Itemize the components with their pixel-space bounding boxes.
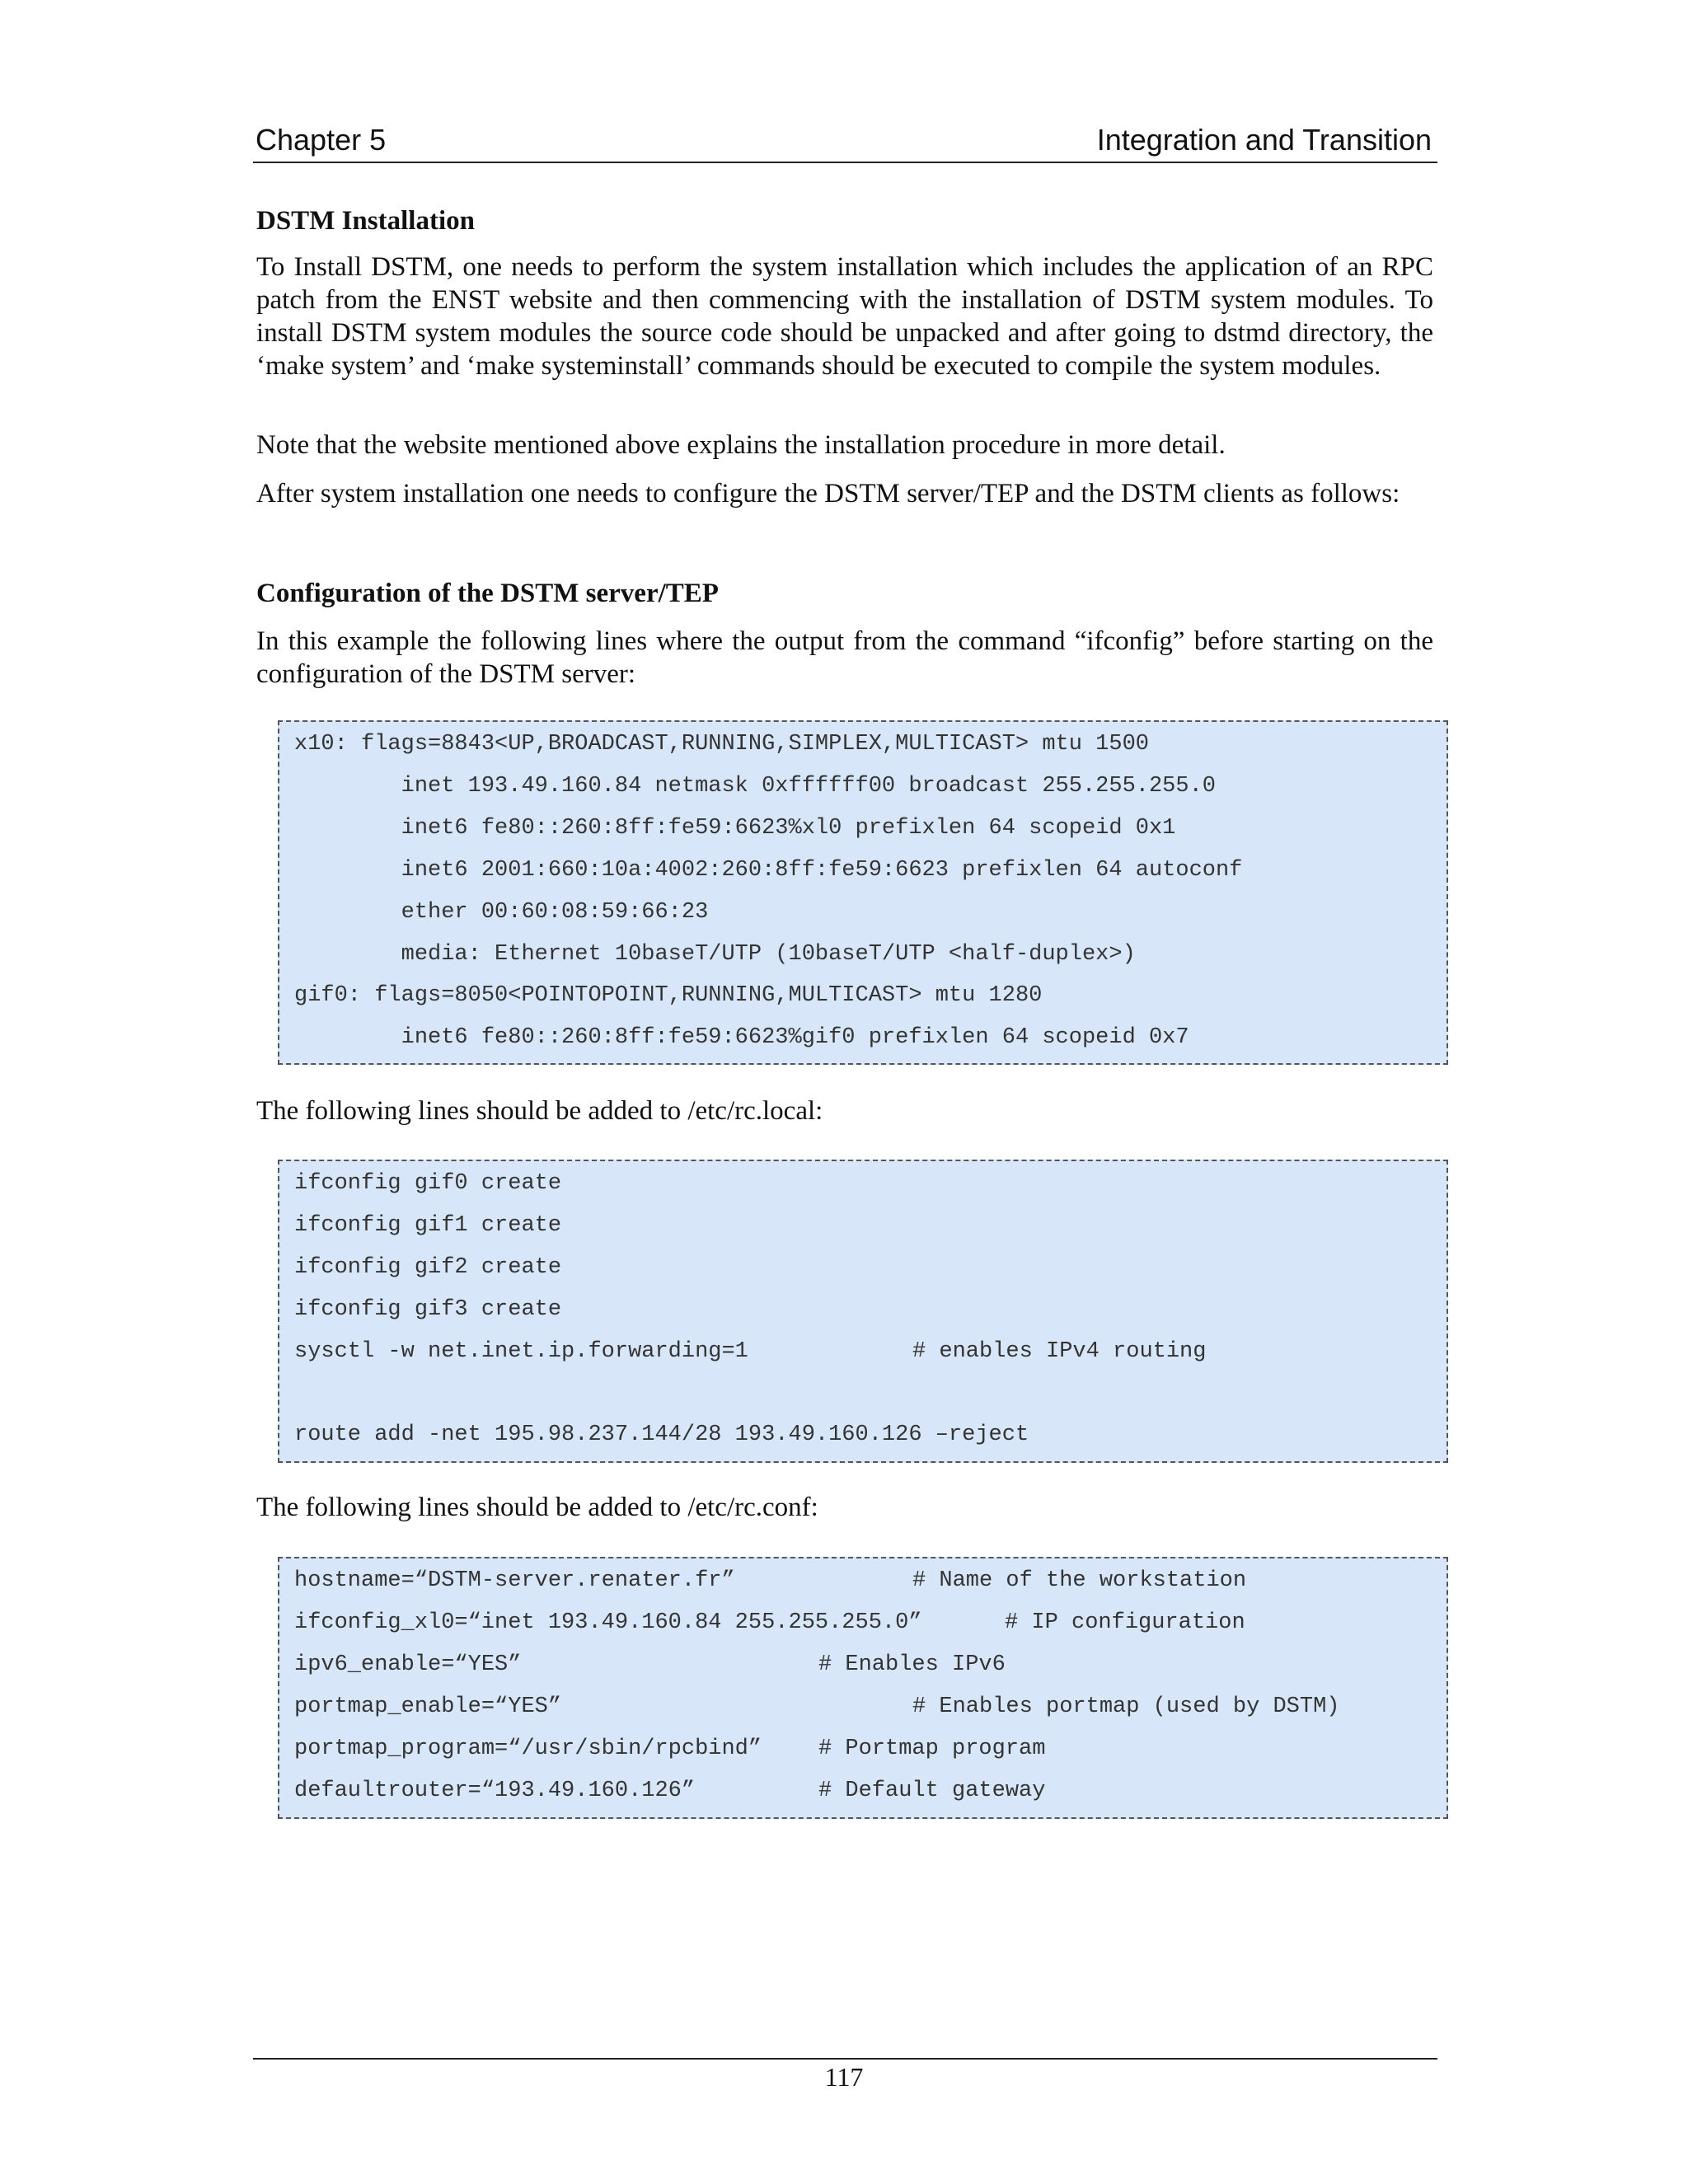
code-block-rc-local (278, 1160, 1448, 1463)
code-block-ifconfig-output (278, 720, 1448, 1065)
paragraph-rc-local: The following lines should be added to /etc/rc.local: (256, 1096, 823, 1126)
code-line: x10: flags=8843<UP,BROADCAST,RUNNING,SIMPLEX,MULTICAST> mtu 1500 (294, 732, 1149, 757)
code-line: inet6 fe80::260:8ff:fe59:6623%gif0 prefixlen 64 scopeid 0x7 (294, 1025, 1189, 1050)
code-line: ifconfig gif2 create (294, 1255, 562, 1280)
heading-dstm-installation: DSTM Installation (256, 206, 475, 236)
code-comment: # enables IPv4 routing (912, 1339, 1207, 1364)
code-line: ifconfig_xl0=“inet 193.49.160.84 255.255.255.0” (294, 1610, 922, 1635)
code-line: portmap_enable=“YES” (294, 1694, 562, 1719)
code-line: sysctl -w net.inet.ip.forwarding=1 (294, 1339, 748, 1364)
paragraph-note: Note that the website mentioned above explains the installation procedure in more detail. (256, 430, 1226, 460)
code-comment: # Name of the workstation (912, 1568, 1247, 1593)
code-comment: # Enables IPv6 (818, 1652, 1006, 1677)
code-line: ifconfig gif3 create (294, 1297, 562, 1322)
code-line: inet6 fe80::260:8ff:fe59:6623%xl0 prefixlen 64 scopeid 0x1 (294, 816, 1176, 841)
code-comment: # Portmap program (818, 1736, 1046, 1761)
code-comment: # Enables portmap (used by DSTM) (912, 1694, 1340, 1719)
footer-rule (253, 2058, 1437, 2060)
heading-server-configuration: Configuration of the DSTM server/TEP (256, 579, 719, 608)
code-line: ifconfig gif1 create (294, 1213, 562, 1238)
code-block-rc-conf (278, 1557, 1448, 1819)
paragraph-after-install: After system installation one needs to configure the DSTM server/TEP and the DSTM clients as follows: (256, 479, 1400, 509)
page-number: 117 (824, 2062, 864, 2092)
code-line: route add -net 195.98.237.144/28 193.49.160.126 –reject (294, 1422, 1029, 1447)
paragraph-ifconfig-example: In this example the following lines where the output from the command “ifconfig” before starting on the configuration of the DSTM server: (256, 626, 1433, 689)
code-comment: # IP configuration (1005, 1610, 1245, 1635)
code-line: hostname=“DSTM-server.renater.fr” (294, 1568, 735, 1593)
code-line: ipv6_enable=“YES” (294, 1652, 522, 1677)
code-line: inet 193.49.160.84 netmask 0xffffff00 broadcast 255.255.255.0 (294, 774, 1216, 799)
code-line: portmap_program=“/usr/sbin/rpcbind” (294, 1736, 762, 1761)
paragraph-rc-conf: The following lines should be added to /etc/rc.conf: (256, 1493, 818, 1522)
paragraph-install: To Install DSTM, one needs to perform the system installation which includes the application of an RPC patch from the ENST website and then commencing with the installation of DSTM system modules. To install DSTM system modules the source code should be unpacked and after going to dstmd directory, the ‘make system’ and ‘make systeminstall’ commands should be executed to compile the system modules. (256, 252, 1433, 381)
code-line: defaultrouter=“193.49.160.126” (294, 1779, 696, 1803)
code-line: ifconfig gif0 create (294, 1171, 562, 1196)
code-line: media: Ethernet 10baseT/UTP (10baseT/UTP <half-duplex>) (294, 942, 1136, 967)
code-line: ether 00:60:08:59:66:23 (294, 900, 709, 925)
code-comment: # Default gateway (818, 1779, 1046, 1803)
section-title: Integration and Transition (1096, 123, 1432, 157)
chapter-label: Chapter 5 (256, 123, 387, 157)
code-line: gif0: flags=8050<POINTOPOINT,RUNNING,MULTICAST> mtu 1280 (294, 983, 1043, 1008)
code-line: inet6 2001:660:10a:4002:260:8ff:fe59:6623 prefixlen 64 autoconf (294, 858, 1243, 883)
running-header (253, 122, 1437, 163)
